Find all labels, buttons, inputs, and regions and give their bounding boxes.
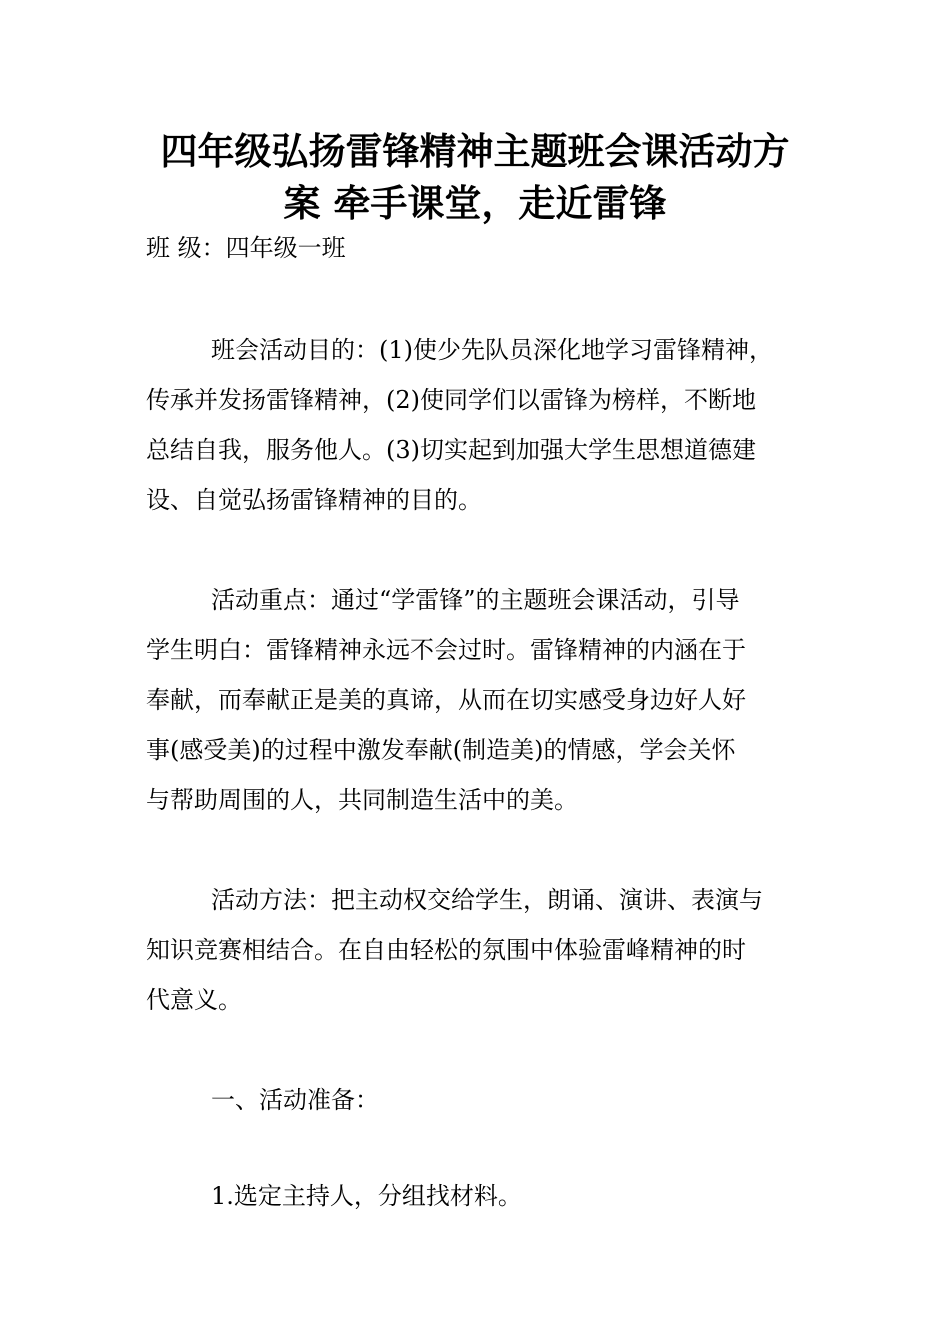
focus-line-5: 与帮助周围的人，共同制造生活中的美。: [146, 786, 578, 814]
preparation-item-1: 1.选定主持人，分组找材料。: [211, 1182, 522, 1210]
purpose-line-2: 传承并发扬雷锋精神，(2)使同学们以雷锋为榜样，不断地: [146, 386, 756, 414]
class-info: 班 级：四年级一班: [146, 234, 346, 262]
focus-line-2: 学生明白：雷锋精神永远不会过时。雷锋精神的内涵在于: [146, 636, 746, 664]
document-title-line-2: 案 牵手课堂，走近雷锋: [283, 182, 667, 225]
purpose-line-3: 总结自我，服务他人。(3)切实起到加强大学生思想道德建: [146, 436, 756, 464]
focus-line-4: 事(感受美)的过程中激发奉献(制造美)的情感，学会关怀: [146, 736, 736, 764]
purpose-line-1: 班会活动目的：(1)使少先队员深化地学习雷锋精神，: [211, 336, 773, 364]
method-line-2: 知识竞赛相结合。在自由轻松的氛围中体验雷峰精神的时: [146, 936, 746, 964]
section-heading-preparation: 一、活动准备：: [211, 1086, 379, 1114]
document-title-line-1: 四年级弘扬雷锋精神主题班会课活动方: [160, 130, 790, 173]
purpose-line-4: 设、自觉弘扬雷锋精神的目的。: [146, 486, 482, 514]
method-line-1: 活动方法：把主动权交给学生，朗诵、演讲、表演与: [211, 886, 763, 914]
method-line-3: 代意义。: [146, 986, 242, 1014]
focus-line-1: 活动重点：通过“学雷锋”的主题班会课活动，引导: [211, 586, 740, 614]
focus-line-3: 奉献，而奉献正是美的真谛，从而在切实感受身边好人好: [146, 686, 746, 714]
